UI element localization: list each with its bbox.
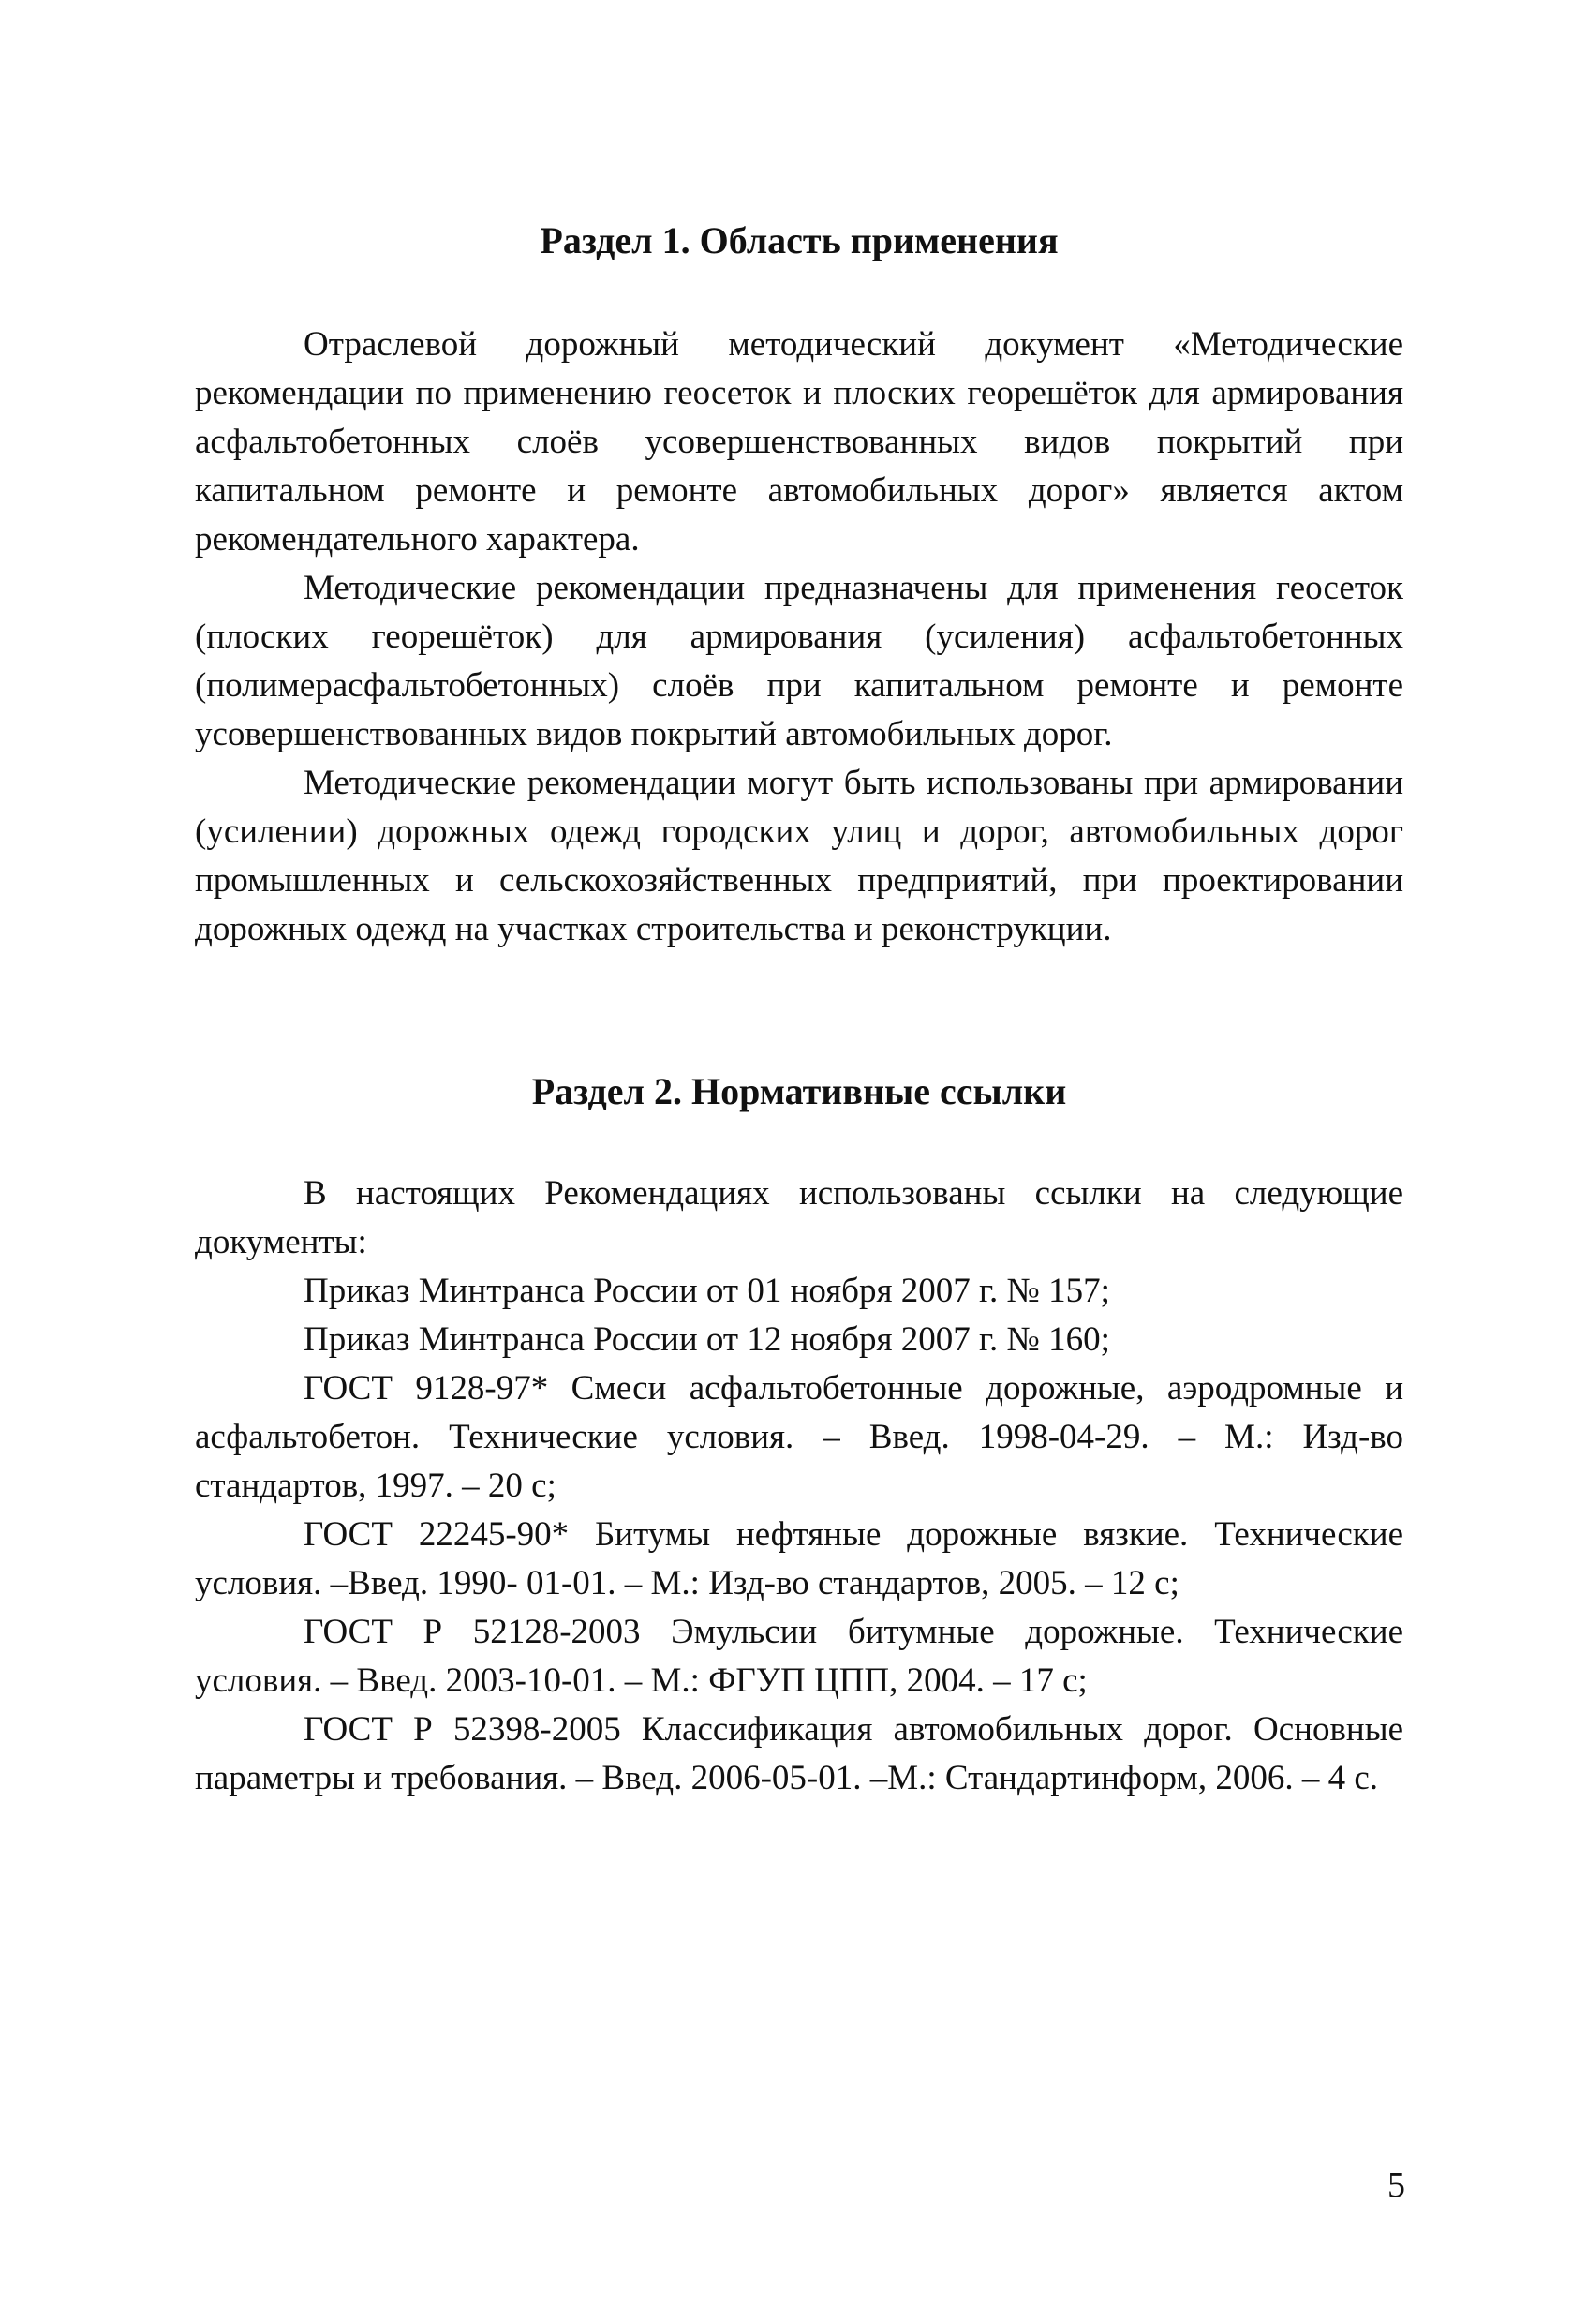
section-1 (195, 217, 1403, 954)
section-1-paragraph-2: Методические рекомендации предназначены для применения геосеток (плоских георешёток) для армирования (усиления) асфальтобетонных (полимерасфальтобетонных) слоёв при капитальном ремонте и ремонте усовершенствованных видов покрытий автомобильных дорог. (195, 569, 1403, 753)
reference-gost-22245: ГОСТ 22245-90* Битумы нефтяные дорожные вязкие. Технические условия. –Введ. 1990- 01-01. – М.: Изд-во стандартов, 2005. – 12 с; (195, 1515, 1403, 1602)
reference-order-157: Приказ Минтранса России от 01 ноября 2007 г. № 157; (304, 1272, 1110, 1310)
reference-gost-r-52128: ГОСТ Р 52128-2003 Эмульсии битумные дорожные. Технические условия. – Введ. 2003-10-01. – М.: ФГУП ЦПП, 2004. – 17 с; (195, 1613, 1403, 1700)
page-number: 5 (1387, 2166, 1405, 2205)
section-1-paragraph-1: Отраслевой дорожный методический документ «Методические рекомендации по применению геосеток и плоских георешёток для армирования асфальтобетонных слоёв усовершенствованных видов покрытий при капитальном ремонте и ремонте автомобильных дорог» является актом рекомендательного характера. (195, 325, 1403, 559)
section-2 (195, 1068, 1403, 1803)
section-2-heading: Раздел 2. Нормативные ссылки (531, 1070, 1067, 1112)
page-content (195, 217, 1403, 1803)
reference-order-160: Приказ Минтранса России от 12 ноября 2007 г. № 160; (304, 1320, 1110, 1359)
section-2-intro-paragraph: В настоящих Рекомендациях использованы ссылки на следующие документы: (195, 1174, 1403, 1261)
section-1-heading: Раздел 1. Область применения (540, 219, 1059, 261)
reference-gost-r-52398: ГОСТ Р 52398-2005 Классификация автомобильных дорог. Основные параметры и требования. – Введ. 2006-05-01. –М.: Стандартинформ, 2006. – 4 с. (195, 1710, 1403, 1797)
section-1-paragraph-3: Методические рекомендации могут быть использованы при армировании (усилении) дорожных одежд городских улиц и дорог, автомобильных дорог промышленных и сельскохозяйственных предприятий, при проектировании дорожных одежд на участках строительства и реконструкции. (195, 764, 1403, 948)
reference-gost-9128: ГОСТ 9128-97* Смеси асфальтобетонные дорожные, аэродромные и асфальтобетон. Технические условия. – Введ. 1998-04-29. – М.: Изд-во стандартов, 1997. – 20 с; (195, 1369, 1403, 1505)
